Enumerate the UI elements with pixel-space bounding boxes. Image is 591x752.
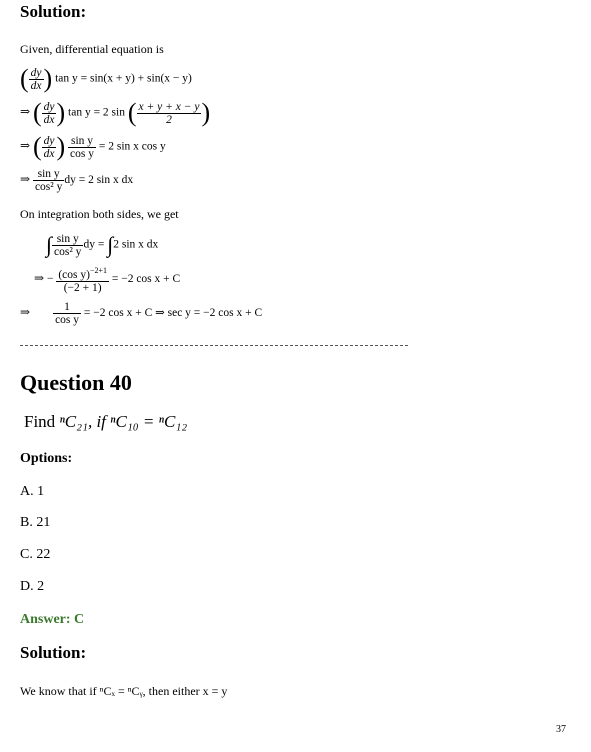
int-den: cos² y — [54, 245, 82, 258]
equation-2: ⇒ ( $\frac{dy}{dx}$ ) tan y = 2 sin ( $\frac{x + y + x - y}{2}$ ) — [20, 98, 211, 127]
question-text — [24, 412, 187, 432]
eq4-rest: dy = 2 sin x dx — [64, 174, 134, 187]
section-divider — [20, 345, 408, 346]
integral-sign-icon: ∫ — [107, 232, 114, 257]
solution-heading-2: Solution: — [20, 643, 87, 662]
implies-arrow: ⇒ — [20, 305, 31, 320]
equation-4 — [20, 168, 133, 193]
option-c: C. 22 — [20, 547, 51, 562]
equation-3: ⇒ ( $\frac{dy}{dx}$ ) $\frac{\text{sin y}}{\text{cos y}}$ = 2 sin x cos y — [20, 132, 166, 161]
int-num: sin y — [52, 233, 83, 246]
eq7-num: 1 — [53, 301, 81, 314]
equation-7 — [20, 301, 262, 326]
eq3-num: dy — [43, 134, 55, 147]
eq2-frac-den: 2 — [166, 113, 172, 126]
equation-6: ⇒ − $\frac{(\cos y)^{-2+1}}{(-2 + 1)}$ = −2 cos x + C — [34, 266, 181, 294]
option-a: A. 1 — [20, 484, 45, 499]
eq2-mid: tan y = 2 sin — [68, 106, 125, 119]
eq2-den: dx — [43, 113, 55, 126]
page-number: 37 — [556, 724, 566, 735]
eq3-den2: cos y — [70, 147, 94, 160]
eq2-num: dy — [43, 100, 55, 113]
eq3-rest: = 2 sin x cos y — [98, 140, 166, 153]
option-b: B. 21 — [20, 515, 51, 530]
solution-heading: Solution: — [20, 2, 87, 21]
eq2-frac-num: x + y + x − y — [138, 100, 200, 113]
eq6-den: (−2 + 1) — [63, 281, 102, 294]
implies-arrow: ⇒ — [34, 271, 45, 286]
eq7-rest: = −2 cos x + C ⇒ sec y = −2 cos x + C — [83, 307, 263, 320]
eq4-den: cos² y — [34, 181, 63, 193]
eq1-den: dx — [30, 79, 42, 92]
eq6-num-sup: −2+1 — [89, 266, 107, 275]
eq3-den: dx — [43, 147, 55, 160]
eq1-num: dy — [30, 66, 42, 79]
eq3-num2: sin y — [68, 135, 96, 148]
eq6-rest: = −2 cos x + C — [111, 273, 181, 286]
question-title: Question 40 — [20, 370, 132, 395]
eq1-rest: tan y = sin(x + y) + sin(x − y) — [55, 72, 192, 85]
given-text: Given, differential equation is — [20, 42, 164, 56]
question-text-prefix: Find — [24, 412, 60, 431]
integral-sign-icon: ∫ — [46, 232, 53, 257]
implies-arrow: ⇒ — [20, 104, 31, 119]
options-label: Options: — [20, 451, 73, 466]
option-d: D. 2 — [20, 579, 45, 594]
question-expression: ⁿC₂₁, if ⁿC₁₀ = ⁿC₁₂ — [59, 412, 188, 431]
implies-arrow: ⇒ — [20, 138, 31, 153]
int-rhs: 2 sin x dx — [113, 238, 159, 251]
answer-text: Answer: C — [20, 612, 85, 627]
integration-text: On integration both sides, we get — [20, 207, 179, 221]
int-mid: dy = — [83, 238, 105, 251]
solution-2-text: We know that if ⁿCₓ = ⁿCᵧ, then either x = y — [20, 684, 228, 698]
implies-arrow: ⇒ — [20, 172, 31, 187]
eq7-den: cos y — [55, 314, 80, 326]
integral-equation — [46, 232, 158, 258]
eq4-num: sin y — [33, 168, 64, 181]
eq6-num: (cos y) — [58, 268, 90, 281]
equation-1: ( $\frac{dy}{dx}$ ) tan y = sin(x + y) + sin(x − y) — [20, 64, 192, 93]
